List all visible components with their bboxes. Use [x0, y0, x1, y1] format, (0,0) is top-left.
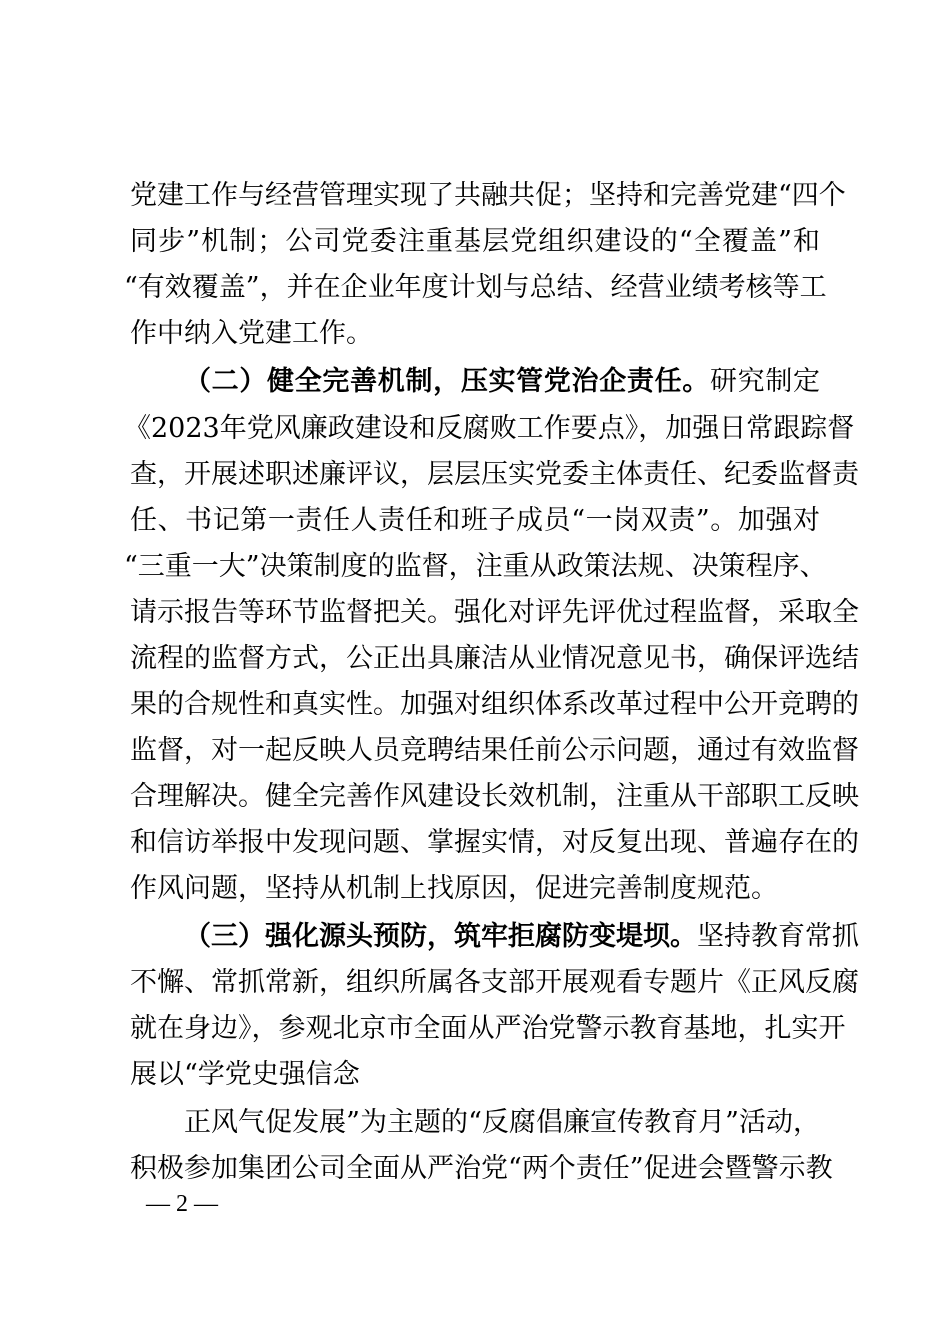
paragraph-2-line-9: 监督，对一起反映人员竞聘结果任前公示问题，通过有效监督	[130, 735, 859, 766]
paragraph-3-line-4: 展以“学党史强信念	[130, 1059, 360, 1090]
paragraph-3-heading: （三）强化源头预防，筑牢拒腐防变堤坝。	[184, 921, 697, 952]
paragraph-4-line-1: 正风气促发展”为主题的“反腐倡廉宣传教育月”活动，	[184, 1107, 820, 1138]
paragraph-3-first-line	[184, 917, 859, 957]
paragraph-2-line-4: 任、书记第一责任人责任和班子成员“一岗双责”。加强对	[130, 505, 820, 536]
paragraph-2-line-10: 合理解决。健全完善作风建设长效机制，注重从干部职工反映	[130, 781, 859, 812]
paragraph-3-line-3: 就在身边》，参观北京市全面从严治党警示教育基地，扎实开	[130, 1013, 846, 1044]
paragraph-2-line-6: 请示报告等环节监督把关。强化对评先评优过程监督，采取全	[130, 597, 859, 628]
paragraph-2-line-3: 查，开展述职述廉评议，层层压实党委主体责任、纪委监督责	[130, 459, 859, 490]
paragraph-3-line-2: 不懈、常抓常新，组织所属各支部开展观看专题片《正风反腐	[130, 967, 859, 998]
paragraph-1-line-2: 同步”机制；公司党委注重基层党组织建设的“全覆盖”和	[130, 226, 820, 257]
paragraph-2-first-line-rest: 研究制定	[709, 366, 821, 397]
paragraph-2-line-7: 流程的监督方式，公正出具廉洁从业情况意见书，确保评选结	[130, 643, 859, 674]
paragraph-2-heading: （二）健全完善机制，压实管党治企责任。	[184, 366, 710, 397]
paragraph-1-line-4: 作中纳入党建工作。	[130, 318, 373, 349]
paragraph-1-line-1: 党建工作与经营管理实现了共融共促；坚持和完善党建“四个	[130, 180, 846, 211]
paragraph-4-line-2: 积极参加集团公司全面从严治党“两个责任”促进会暨警示教	[130, 1153, 833, 1184]
paragraph-3-first-line-rest: 坚持教育常抓	[697, 921, 859, 952]
page-number: — 2 —	[146, 1191, 218, 1217]
paragraph-1-line-3: “有效覆盖”，并在企业年度计划与总结、经营业绩考核等工	[124, 272, 827, 303]
paragraph-2-line-12: 作风问题，坚持从机制上找原因，促进完善制度规范。	[130, 873, 778, 904]
paragraph-2-first-line	[184, 362, 820, 402]
paragraph-2-line-5: “三重一大”决策制度的监督，注重从政策法规、决策程序、	[124, 551, 827, 582]
paragraph-2-line-2: 《2023年党风廉政建设和反腐败工作要点》，加强日常跟踪督	[124, 413, 855, 444]
paragraph-2-line-8: 果的合规性和真实性。加强对组织体系改革过程中公开竞聘的	[130, 689, 859, 720]
paragraph-2-line-11: 和信访举报中发现问题、掌握实情，对反复出现、普遍存在的	[130, 827, 859, 858]
